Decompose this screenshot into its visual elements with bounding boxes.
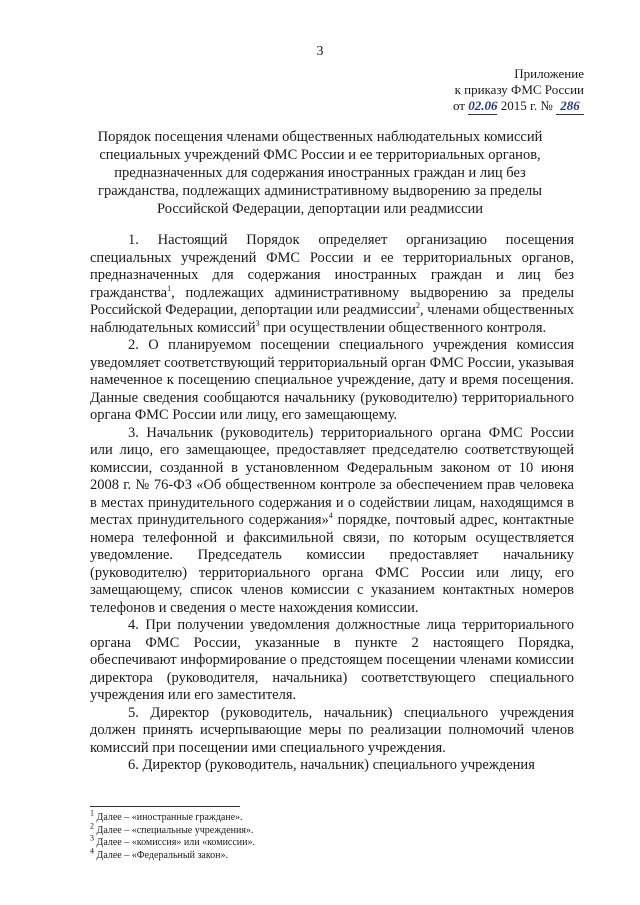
footnotes xyxy=(90,808,255,862)
paragraph-2: 2. О планируемом посещении специального учреждения комиссия уведомляет соответствующий территориальный орган ФМС России, указывая намеченное к посещению специальное учреждение, дату и время посещения. Данные сведения сообщаются начальнику (руководителю) территориального органа ФМС России или лицу, его замещающему. xyxy=(90,337,574,423)
paragraph-4: 4. При получении уведомления должностные лица территориального органа ФМС России, указанные в пункте 2 настоящего Порядка, обеспечивают информирование о предстоящем посещении членами комиссии директора (руководителя, начальника) соответствующего специального учреждения или его заместителя. xyxy=(90,617,574,703)
footnote-3: $^3$ Далее – «комиссия» или «комиссии». xyxy=(90,833,255,848)
annex-date-suffix: 2015 г. № xyxy=(500,98,553,113)
document-title: Порядок посещения членами общественных наблюдательных комиссий специальных учреждений ФМС России и ее территориальных органов, предназначенных для содержания иностранных граждан и лиц без гражданства, подлежащих административному выдворению за пределы Российской Федерации, депортации или реадмиссии xyxy=(97,129,543,217)
paragraph-5: 5. Директор (руководитель, начальник) специального учреждения должен принять исчерпывающие меры по реализации полномочий членов комиссий при посещении ими специального учреждения. xyxy=(90,704,574,756)
footnote-divider xyxy=(90,806,240,807)
annex-order-ref: к приказу ФМС России xyxy=(454,82,584,97)
paragraph-1: 1. Настоящий Порядок определяет организацию посещения специальных учреждений ФМС России и ее территориальных органов, предназначенных для содержания иностранных граждан и лиц без гражданства$^1$, подлежащих административному выдворению за пределы Российской Федерации, депортации или реадмиссии$^2$, членами общественных наблюдательных комиссий$^3$ при осуществлении общественного контроля. xyxy=(90,232,574,336)
annex-date-line xyxy=(453,98,584,115)
annex-date-handwritten: 02.06 xyxy=(468,98,498,113)
footnote-ref-2: 2 xyxy=(415,301,420,311)
annex-number-handwritten: 286 xyxy=(556,98,584,115)
footnote-4: $^4$ Далее – «Федеральный закон». xyxy=(90,846,229,861)
annex-label: Приложение xyxy=(514,66,584,81)
footnote-1: $^1$ Далее – «иностранные граждане». xyxy=(90,808,243,823)
footnote-ref-3: 3 xyxy=(255,318,260,328)
footnote-ref-1: 1 xyxy=(167,283,172,293)
document-body xyxy=(90,232,574,775)
footnote-ref-4: 4 xyxy=(328,511,333,521)
annex-header xyxy=(453,66,584,115)
annex-date-prefix: от xyxy=(452,98,465,113)
paragraph-6: 6. Директор (руководитель, начальник) специального учреждения xyxy=(128,757,535,773)
footnote-2: $^2$ Далее – «специальные учреждения». xyxy=(90,821,254,836)
page-number: 3 xyxy=(316,44,324,59)
paragraph-3: 3. Начальник (руководитель) территориального органа ФМС России или лицо, его замещающее, предоставляет председателю соответствующей комиссии, созданной в установленном Федеральным законом от 10 июня 2008 г. № 76-ФЗ «Об общественном контроле за обеспечением прав человека в местах принудительного содержания и о содействии лицам, находящимся в местах принудительного содержания»$^4$ порядке, почтовый адрес, контактные номера телефонной и факсимильной связи, по которым осуществляется уведомление. Председатель комиссии предоставляет начальнику (руководителю) территориального органа ФМС России или лицу, его замещающему, список членов комиссии с указанием контактных номеров телефонов и сведения о месте нахождения комиссии. xyxy=(90,424,574,616)
